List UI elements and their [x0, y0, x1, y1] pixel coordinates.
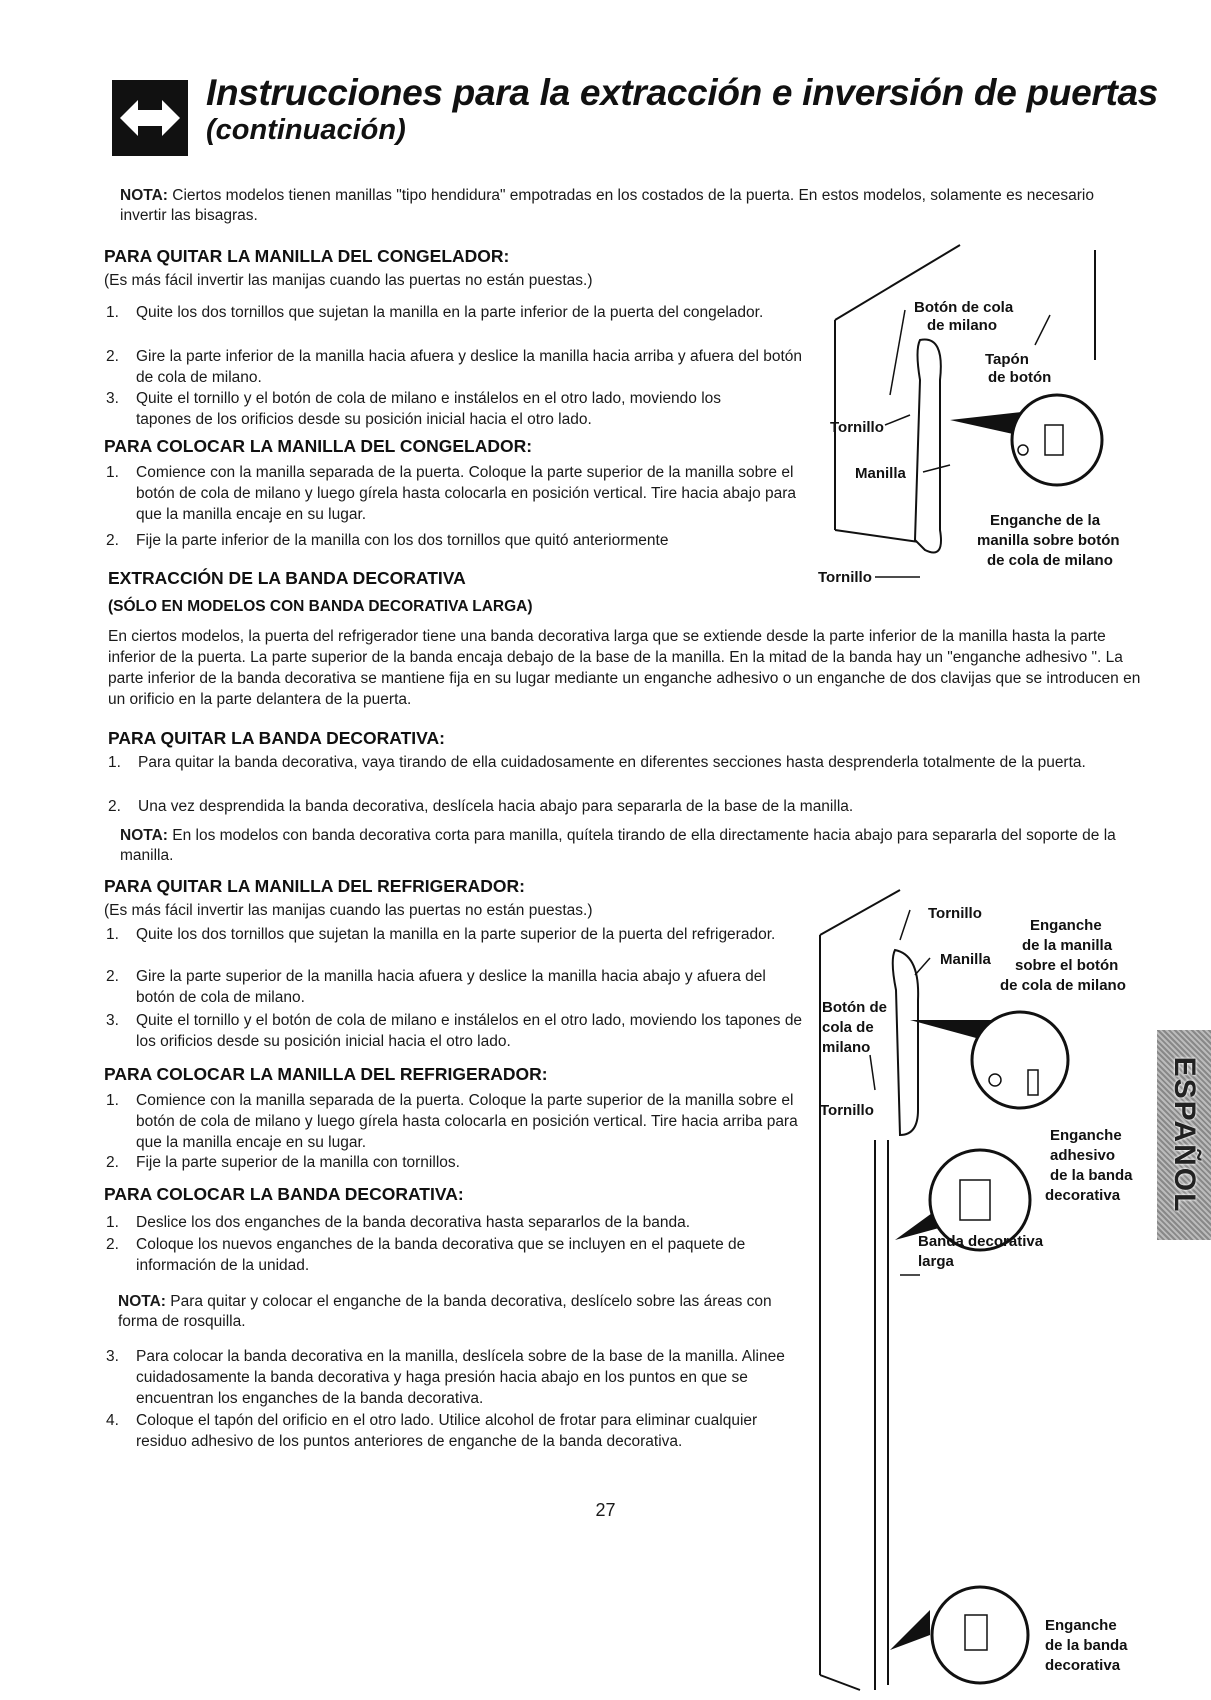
- refrigerator-handle-diagram: [800, 880, 1145, 1700]
- svg-text:de milano: de milano: [927, 317, 998, 334]
- note-label: NOTA:: [120, 187, 168, 204]
- label-boton-2: Botón de: [822, 999, 887, 1016]
- heading-quitar-refrigerador: PARA QUITAR LA MANILLA DEL REFRIGERADOR:: [104, 876, 525, 896]
- list-item: 2. Gire la parte superior de la manilla hacia afuera y deslice la manilla hacia abajo y afuera del botón de cola de milano.: [106, 968, 766, 1006]
- note-label: NOTA:: [118, 1293, 166, 1310]
- svg-text:milano: milano: [822, 1039, 871, 1056]
- intro-quitar-congelador: (Es más fácil invertir las manijas cuando las puertas no están puestas.): [104, 272, 593, 289]
- svg-text:larga: larga: [918, 1253, 954, 1270]
- note-label: NOTA:: [120, 827, 168, 844]
- list-item: 1. Quite los dos tornillos que sujetan la manilla en la parte inferior de la puerta del congelador.: [106, 304, 764, 321]
- note-text: En los modelos con banda decorativa corta para manilla, quítela tirando de ella directamente hacia abajo para separarla del soporte de la manilla.: [120, 827, 1116, 864]
- label-tapon: Tapón: [985, 351, 1029, 368]
- heading-extraccion: EXTRACCIÓN DE LA BANDA DECORATIVA: [108, 568, 466, 588]
- svg-text:de botón: de botón: [988, 369, 1052, 386]
- label-tornillo-top: Tornillo: [830, 419, 884, 436]
- freezer-handle-diagram: [795, 240, 1135, 590]
- list-item: 3. Quite el tornillo y el botón de cola de milano e instálelos en el otro lado, moviendo los tapones de los orificios desde su posición inicial hacia el otro lado.: [106, 1012, 803, 1050]
- label-enganche-adhesivo: Enganche: [1050, 1127, 1122, 1144]
- svg-text:de la manilla: de la manilla: [1022, 937, 1113, 954]
- list-item: 2. Fije la parte superior de la manilla con tornillos.: [106, 1154, 460, 1171]
- list-item: 3. Quite el tornillo y el botón de cola de milano e instálelos en el otro lado, moviendo los tapones de los orificios desde su posición inicial hacia el otro lado.: [106, 390, 722, 428]
- label-manilla-2: Manilla: [940, 951, 991, 968]
- label-enganche-banda: Enganche: [1045, 1617, 1117, 1634]
- list-item: 2. Fije la parte inferior de la manilla con los dos tornillos que quitó anteriormente: [106, 532, 669, 549]
- note-short-band: [120, 826, 1140, 866]
- paragraph-extraccion: En ciertos modelos, la puerta del refrigerador tiene una banda decorativa larga que se extiende desde la parte inferior de la manilla hasta la parte inferior de la puerta. La parte superior de la banda encaja debajo de la base de la manilla. En la mitad de la banda hay un "enganche adhesivo ". La parte inferior de la banda decorativa se mantiene fija en su lugar mediante un enganche adhesivo o un enganche de dos clavijas que se introducen en un orificio en la parte delantera de la puerta.: [108, 628, 1141, 708]
- heading-colocar-banda: PARA COLOCAR LA BANDA DECORATIVA:: [104, 1184, 464, 1204]
- svg-text:manilla sobre botón: manilla sobre botón: [977, 532, 1120, 549]
- svg-text:de cola de milano: de cola de milano: [987, 552, 1113, 569]
- label-boton: Botón de cola: [914, 299, 1014, 316]
- list-item: 4. Coloque el tapón del orificio en el otro lado. Utilice alcohol de frotar para eliminar cualquier residuo adhesivo de los puntos anteriores de enganche de la banda decorativa.: [106, 1412, 758, 1450]
- list-item: 1. Deslice los dos enganches de la banda decorativa hasta separarlos de la banda.: [106, 1214, 691, 1231]
- list-item: 1. Comience con la manilla separada de la puerta. Coloque la parte superior de la manilla sobre el botón de cola de milano y luego gírela hasta colocarla en posición vertical. Tire hacia arriba para que la manilla encaje en su lugar.: [106, 1092, 798, 1151]
- note-text: Ciertos modelos tienen manillas "tipo hendidura" empotradas en los costados de la puerta. En estos modelos, solamente es necesario invertir las bisagras.: [120, 187, 1094, 224]
- page-title: Instrucciones para la extracción e inversión de puertas: [206, 72, 1159, 113]
- note-rosquilla: [118, 1292, 778, 1332]
- page-number: 27: [595, 1500, 616, 1520]
- list-item: 1. Para quitar la banda decorativa, vaya tirando de ella cuidadosamente en diferentes secciones hasta desprenderla totalmente de la puerta.: [108, 754, 1086, 771]
- double-arrow-icon: [112, 80, 188, 156]
- subheading-extraccion: (SÓLO EN MODELOS CON BANDA DECORATIVA LARGA): [108, 598, 533, 615]
- language-tab: [1157, 1030, 1211, 1240]
- note-hinges: [120, 186, 1130, 226]
- list-item: 2. Una vez desprendida la banda decorativa, deslícela hacia abajo para separarla de la base de la manilla.: [108, 798, 854, 815]
- language-tab-label: ESPAÑOL: [1168, 1056, 1201, 1214]
- svg-text:de la banda: de la banda: [1045, 1637, 1128, 1654]
- note-text: Para quitar y colocar el enganche de la banda decorativa, deslícelo sobre las áreas con forma de rosquilla.: [118, 1293, 772, 1330]
- label-tornillo-2: Tornillo: [820, 1102, 874, 1119]
- label-enganche: Enganche de la: [990, 512, 1101, 529]
- heading-quitar-congelador: PARA QUITAR LA MANILLA DEL CONGELADOR:: [104, 246, 510, 266]
- svg-text:decorativa: decorativa: [1045, 1187, 1121, 1204]
- svg-text:sobre el botón: sobre el botón: [1015, 957, 1119, 974]
- svg-text:cola de: cola de: [822, 1019, 874, 1036]
- list-item: 1. Comience con la manilla separada de la puerta. Coloque la parte superior de la manilla sobre el botón de cola de milano y luego gírela hasta colocarla en posición vertical. Tire hacia abajo para que la manilla encaje en su lugar.: [106, 464, 797, 523]
- svg-text:decorativa: decorativa: [1045, 1657, 1121, 1674]
- heading-quitar-banda: PARA QUITAR LA BANDA DECORATIVA:: [108, 728, 446, 748]
- list-item: 2. Gire la parte inferior de la manilla hacia afuera y deslice la manilla hacia arriba y afuera del botón de cola de milano.: [106, 348, 803, 386]
- heading-colocar-refrigerador: PARA COLOCAR LA MANILLA DEL REFRIGERADOR:: [104, 1064, 548, 1084]
- heading-colocar-congelador: PARA COLOCAR LA MANILLA DEL CONGELADOR:: [104, 436, 533, 456]
- svg-text:de cola de milano: de cola de milano: [1000, 977, 1126, 994]
- list-item: 1. Quite los dos tornillos que sujetan la manilla en la parte superior de la puerta del refrigerador.: [106, 926, 776, 943]
- label-manilla: Manilla: [855, 465, 906, 482]
- label-enganche-manilla: Enganche: [1030, 917, 1102, 934]
- label-tornillo: Tornillo: [928, 905, 982, 922]
- intro-quitar-refrigerador: (Es más fácil invertir las manijas cuando las puertas no están puestas.): [104, 902, 593, 919]
- label-tornillo-bottom: Tornillo: [818, 569, 872, 586]
- list-item: 2. Coloque los nuevos enganches de la banda decorativa que se incluyen en el paquete de información de la unidad.: [106, 1236, 746, 1274]
- list-item: 3. Para colocar la banda decorativa en la manilla, deslícela sobre de la base de la manilla. Alinee cuidadosamente la banda decorativa y haga presión hacia abajo en los puntos en que se encuentran los enganches de la banda decorativa.: [106, 1348, 785, 1407]
- page-subtitle: (continuación): [206, 114, 406, 146]
- label-banda-decorativa: Banda decorativa: [918, 1233, 1044, 1250]
- svg-text:adhesivo: adhesivo: [1050, 1147, 1116, 1164]
- svg-text:de la banda: de la banda: [1050, 1167, 1133, 1184]
